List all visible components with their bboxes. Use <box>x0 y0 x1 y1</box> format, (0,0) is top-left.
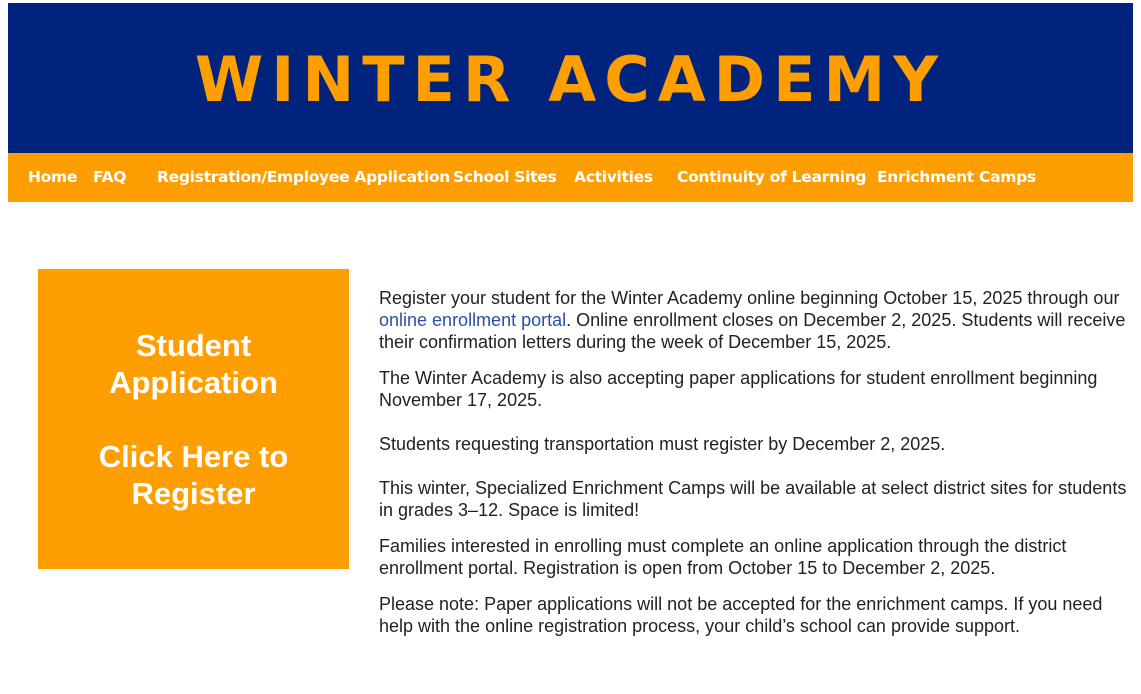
site-banner <box>8 3 1133 153</box>
nav-item-registration[interactable]: Registration/Employee Application <box>157 168 450 186</box>
paragraph-enrichment-camps: This winter, Specialized Enrichment Camps will be available at select district sites for students in grades 3–12. Space is limited! <box>379 478 1127 520</box>
nav-item-school-sites[interactable]: School Sites <box>453 168 557 186</box>
paragraph-registration-rest: . Online enrollment closes on December 2, 2025. Students will receive their confirmation letters during the week of December 15, 2025. <box>379 310 1126 352</box>
site-title: WINTER ACADEMY <box>194 43 947 116</box>
cta-line-register: Register <box>131 475 256 511</box>
nav-item-home[interactable]: Home <box>28 168 78 186</box>
nav-item-activities[interactable]: Activities <box>574 168 653 186</box>
main-nav <box>8 153 1133 202</box>
paragraph-paper-applications: The Winter Academy is also accepting paper applications for student enrollment beginning November 17, 2025. <box>379 368 1098 410</box>
nav-item-faq[interactable]: FAQ <box>93 168 127 186</box>
paragraph-online-application: Families interested in enrolling must complete an online application through the district enrollment portal. Registration is open from October 15 to December 2, 2025. <box>379 536 1067 578</box>
student-application-button[interactable] <box>38 269 349 569</box>
paragraph-registration <box>379 287 1131 353</box>
cta-line-click-here: Click Here to <box>98 438 289 474</box>
paragraph-please-note: Please note: Paper applications will not be accepted for the enrichment camps. If you need help with the online registration process, your child’s school can provide support. <box>379 594 1103 636</box>
main-content <box>379 287 1131 637</box>
paragraph-registration-intro: Register your student for the Winter Academy online beginning October 15, 2025 through our <box>379 288 1120 308</box>
online-enrollment-portal-link[interactable]: online enrollment portal <box>379 310 567 330</box>
cta-line-student: Student <box>135 327 252 363</box>
nav-item-enrichment-camps[interactable]: Enrichment Camps <box>877 168 1036 186</box>
nav-item-continuity-of-learning[interactable]: Continuity of Learning <box>677 168 867 186</box>
cta-line-application: Application <box>109 364 278 400</box>
paragraph-transportation: Students requesting transportation must register by December 2, 2025. <box>379 434 946 454</box>
